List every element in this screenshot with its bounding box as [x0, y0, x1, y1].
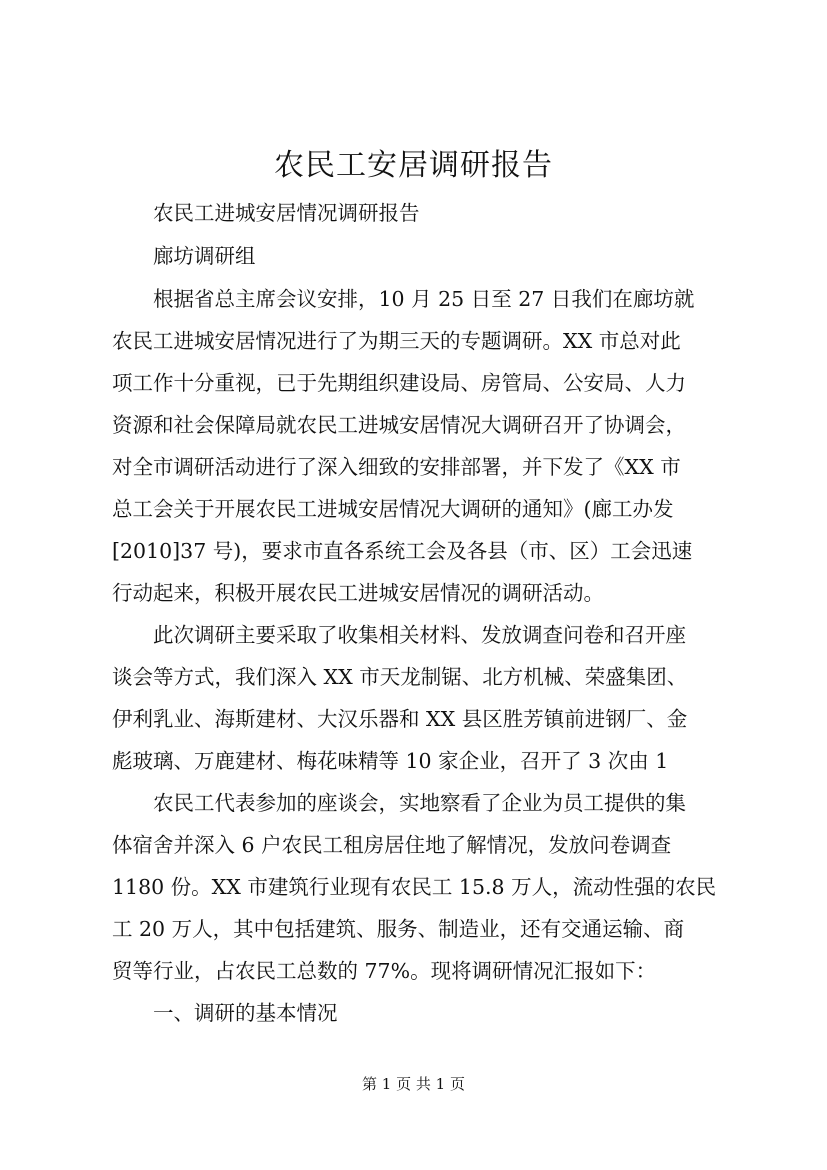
document-title: 农民工安居调研报告 [274, 148, 553, 183]
paragraph-line: 贸等行业，占农民工总数的 77%。现将调研情况汇报如下： [112, 959, 657, 983]
paragraph-line: 1180 份。XX 市建筑行业现有农民工 15.8 万人，流动性强的农民 [112, 875, 717, 899]
paragraph-line: 资源和社会保障局就农民工进城安居情况大调研召开了协调会， [112, 413, 686, 437]
paragraph-line: 谈会等方式，我们深入 XX 市天龙制锯、北方机械、荣盛集团、 [112, 665, 688, 689]
paragraph-line: 农民工代表参加的座谈会，实地察看了企业为员工提供的集 [153, 791, 686, 815]
paragraph-line: 农民工进城安居情况进行了为期三天的专题调研。XX 市总对此 [112, 329, 681, 353]
paragraph-line: 伊利乳业、海斯建材、大汉乐器和 XX 县区胜芳镇前进钢厂、金 [112, 707, 688, 731]
paragraph-line: 行动起来，积极开展农民工进城安居情况的调研活动。 [112, 581, 604, 605]
paragraph-line: 工 20 万人，其中包括建筑、服务、制造业，还有交通运输、商 [112, 917, 685, 941]
document-subtitle: 农民工进城安居情况调研报告 [153, 201, 420, 225]
paragraph-line: 总工会关于开展农民工进城安居情况大调研的通知》(廊工办发 [112, 497, 674, 521]
paragraph-line: [2010]37 号)，要求市直各系统工会及各县（市、区）工会迅速 [112, 539, 693, 563]
paragraph-line: 体宿舍并深入 6 户农民工租房居住地了解情况，发放问卷调查 [112, 833, 672, 857]
section-heading: 一、调研的基本情况 [153, 1001, 338, 1025]
paragraph-line: 彪玻璃、万鹿建材、梅花味精等 10 家企业，召开了 3 次由 1 [112, 749, 669, 773]
paragraph-line: 项工作十分重视，已于先期组织建设局、房管局、公安局、人力 [112, 371, 686, 395]
paragraph-line: 对全市调研活动进行了深入细致的安排部署，并下发了《XX 市 [112, 455, 681, 479]
page-number-footer: 第 1 页 共 1 页 [362, 1075, 465, 1093]
document-author: 廊坊调研组 [153, 244, 256, 268]
paragraph-line: 此次调研主要采取了收集相关材料、发放调查问卷和召开座 [153, 623, 686, 647]
paragraph-line: 根据省总主席会议安排，10 月 25 日至 27 日我们在廊坊就 [153, 287, 695, 311]
